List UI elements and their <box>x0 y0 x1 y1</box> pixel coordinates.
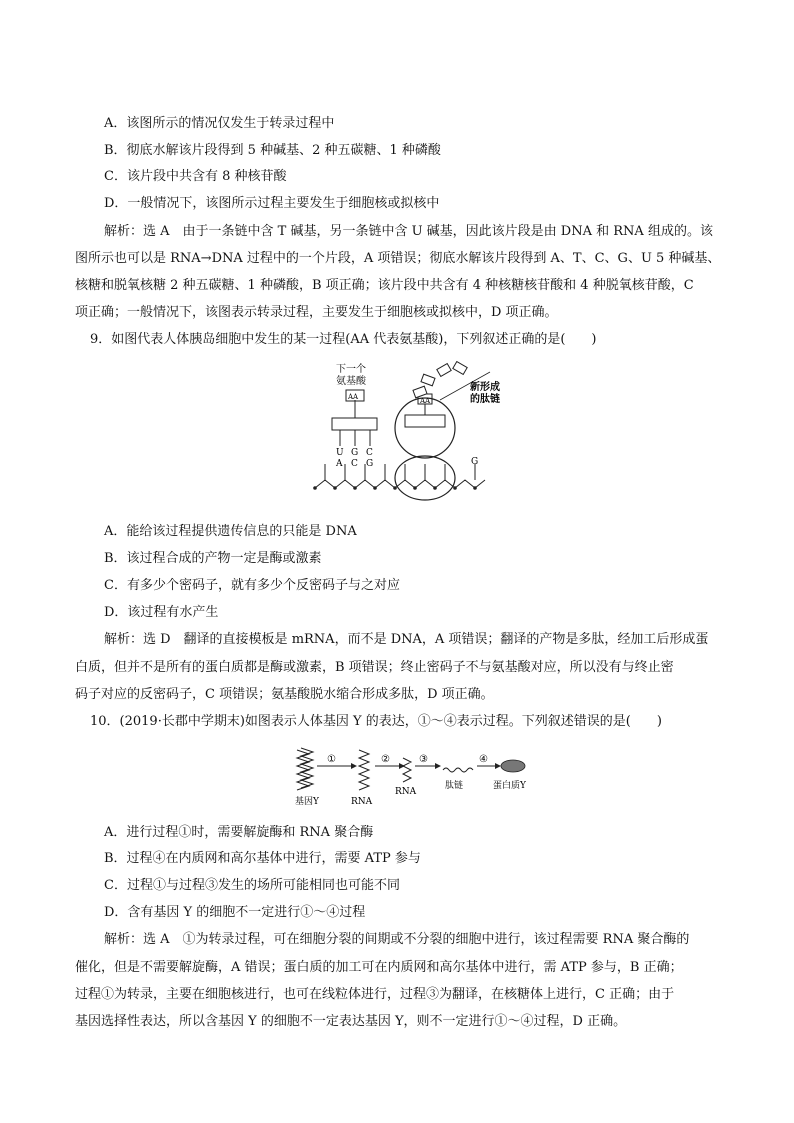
q9-analysis-line: 白质，但并不是所有的蛋白质都是酶或激素，B 项错误；终止密码子不与氨基酸对应，所以没有与终止密 <box>75 660 674 675</box>
aa-label: AA <box>420 397 431 405</box>
q8-analysis-line: 核糖和脱氧核糖 2 种五碳糖、1 种磷酸，B 项正确；该片段中共含有 4 种核糖核苷酸和 4 种脱氧核苷酸，C <box>75 278 694 293</box>
step-label: ② <box>381 754 390 765</box>
label-new-chain: 新形成 <box>470 382 500 393</box>
q10-analysis-line: 催化，但是不需要解旋酶，A 错误；蛋白质的加工可在内质网和高尔基体中进行，需 ATP 参与，B 正确； <box>75 960 683 975</box>
label-rna: RNA <box>395 787 417 797</box>
q10-option-b: B．过程④在内质网和高尔基体中进行，需要 ATP 参与 <box>104 851 421 866</box>
q10-option-a: A．进行过程①时，需要解旋酶和 RNA 聚合酶 <box>104 825 374 840</box>
q10-analysis-line: 基因选择性表达，所以含基因 Y 的细胞不一定表达基因 Y，则不一定进行①～④过程，D 正确。 <box>75 1014 627 1029</box>
q9-option-d: D．该过程有水产生 <box>104 605 219 620</box>
q8-analysis-line: 项正确；一般情况下，该图表示转录过程，主要发生于细胞核或拟核中，D 项正确。 <box>75 305 558 320</box>
peptide-chain <box>443 768 473 772</box>
step-label: ④ <box>479 754 488 765</box>
protein-y <box>501 760 525 772</box>
label-next-aa: 下一个 <box>336 364 366 375</box>
q8-analysis-line: 解析：选 A 由于一条链中含 T 碱基，另一条链中含 U 碱基，因此该片段是由 DNA 和 RNA 组成的。该 <box>104 224 713 239</box>
q9-option-b: B．该过程合成的产物一定是酶或激素 <box>104 551 322 566</box>
label-peptide: 肽链 <box>445 781 464 791</box>
peptide-chain <box>413 362 467 398</box>
codon-base: C <box>351 459 358 469</box>
q8-option-c: C．该片段中共含有 8 种核苷酸 <box>104 169 287 184</box>
anticodon-base: U <box>336 448 344 458</box>
mrna-base: G <box>471 457 479 467</box>
gene-y-helix <box>297 748 313 790</box>
q10-analysis-line: 解析：选 A ①为转录过程，可在细胞分裂的间期或不分裂的细胞中进行，该过程需要 RNA 聚合酶的 <box>104 932 690 947</box>
aa-label: AA <box>348 393 359 401</box>
step-label: ③ <box>419 754 428 765</box>
q10-analysis-line: 过程①为转录，主要在细胞核进行，也可在线粒体进行，过程③为翻译，在核糖体上进行，C 正确；由于 <box>75 987 675 1002</box>
label-rna: RNA <box>351 797 373 807</box>
q9-stem: 9．如图代表人体胰岛细胞中发生的某一过程(AA 代表氨基酸)，下列叙述正确的是( ) <box>90 332 597 347</box>
translation-diagram <box>310 360 500 505</box>
q8-option-b: B．彻底水解该片段得到 5 种碱基、2 种五碳糖、1 种磷酸 <box>104 143 441 158</box>
label-new-chain: 的肽链 <box>470 394 500 405</box>
q9-analysis-line: 码子对应的反密码子，C 项错误；氨基酸脱水缩合形成多肽，D 项正确。 <box>75 687 494 702</box>
q8-option-a: A．该图所示的情况仅发生于转录过程中 <box>104 116 335 131</box>
anticodon-base: G <box>351 448 359 458</box>
label-next-aa: 氨基酸 <box>336 376 366 387</box>
rna-strand <box>359 750 369 790</box>
q9-option-c: C．有多少个密码子，就有多少个反密码子与之对应 <box>104 578 400 593</box>
codon-base: A <box>336 459 343 469</box>
q10-option-d: D．含有基因 Y 的细胞不一定进行①～④过程 <box>104 905 366 920</box>
step-label: ① <box>327 754 336 765</box>
codon-base: G <box>366 459 374 469</box>
label-protein-y: 蛋白质Y <box>493 781 526 791</box>
q10-option-c: C．过程①与过程③发生的场所可能相同也可能不同 <box>104 878 400 893</box>
anticodon-base: C <box>366 448 373 458</box>
q9-analysis-line: 解析：选 D 翻译的直接模板是 mRNA，而不是 DNA，A 项错误；翻译的产物是多肽，经加工后形成蛋 <box>104 632 709 647</box>
q8-analysis-line: 图所示也可以是 RNA→DNA 过程中的一个片段，A 项错误；彻底水解该片段得到 A、T、C、G、U 5 种碱基、 <box>75 251 721 266</box>
q8-option-d: D．一般情况下，该图所示过程主要发生于细胞核或拟核中 <box>104 196 440 211</box>
gene-expression-diagram <box>295 746 535 808</box>
q10-stem: 10．(2019·长郡中学期末)如图表示人体基因 Y 的表达，①～④表示过程。下列叙述错误的是( ) <box>90 714 662 729</box>
rna-strand <box>403 758 411 782</box>
q9-option-a: A．能给该过程提供遗传信息的只能是 DNA <box>104 524 357 539</box>
label-gene-y: 基因Y <box>295 797 319 807</box>
